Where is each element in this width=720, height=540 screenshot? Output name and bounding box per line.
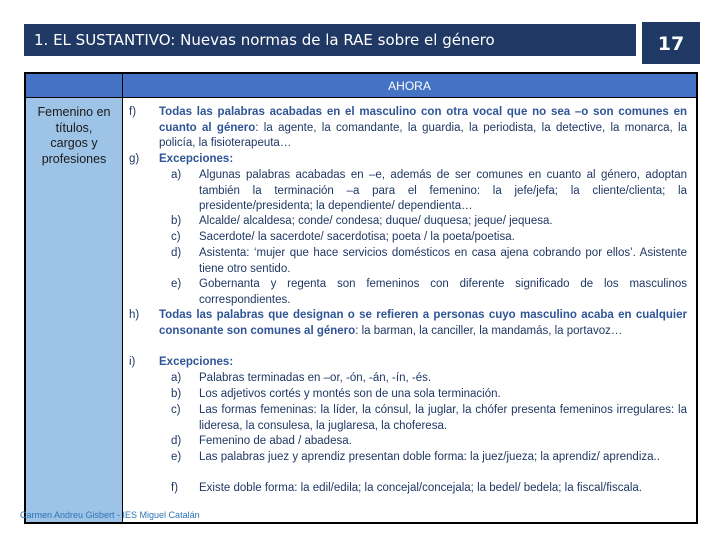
exceptions-heading: Excepciones: [159,153,234,165]
exceptions-heading: Excepciones: [159,356,234,368]
sub-label: a) [171,169,182,181]
exception-item [171,214,687,230]
sub-label: f) [171,482,179,494]
sub-label: c) [171,231,181,243]
rule-bold-text: Todas las palabras acabadas en el masculino con otra vocal que no sea –o son comunes en cuanto al género [159,106,687,134]
sub-label: c) [171,404,181,416]
sub-text: Gobernanta y regenta son femeninos con diferente significado de los masculinos correspondientes. [199,278,687,306]
left-label [26,98,122,167]
exception-item [171,168,687,215]
sub-text: Existe doble forma: la edil/edila; la concejal/concejala; la bedel/ bedela; la fiscal/fiscala. [199,482,643,494]
exception-item [171,434,687,450]
rule-item-f [129,105,687,152]
sub-text: Las palabras juez y aprendiz presentan doble forma: la juez/jueza; la aprendiz/ aprendiza.. [199,451,660,463]
right-column [123,98,696,522]
rule-item-i [129,355,687,371]
table-header-left [26,74,123,98]
sub-text: Asistenta: ‘mujer que hace servicios domésticos en casa ajena cobrando por ellos’. Asistente tiene otro sentido. [199,247,687,275]
content-table [24,72,698,524]
exception-item [171,277,687,308]
table-header-ahora: AHORA [123,74,696,98]
exception-item [171,387,687,403]
sub-text: Algunas palabras acabadas en –e, además de ser comunes en cuanto al género, adoptan también la terminación –a para el femenino: la jefe/jefa; la cliente/clienta; la presidente/presidenta; la dependiente/ dependienta… [199,169,687,213]
slide-number: 17 [642,22,700,64]
sub-text: Alcalde/ alcaldesa; conde/ condesa; duque/ duquesa; jeque/ jequesa. [199,215,553,227]
left-label-line: Femenino en [37,105,111,119]
sub-text: Sacerdote/ la sacerdote/ sacerdotisa; poeta / la poeta/poetisa. [199,231,515,243]
slide-title: 1. EL SUSTANTIVO: Nuevas normas de la RAE sobre el género [24,24,636,56]
sub-label: d) [171,247,182,259]
sub-label: b) [171,215,182,227]
exception-item [171,481,687,497]
sub-text: Palabras terminadas en –or, -ón, -án, -ín, -és. [199,372,432,384]
rule-item-h [129,308,687,339]
sub-text: Los adjetivos cortés y montés son de una sola terminación. [199,388,501,400]
exception-item [171,371,687,387]
sub-label: a) [171,372,182,384]
left-label-line: profesiones [41,151,107,166]
sub-label: e) [171,451,182,463]
sub-text: Femenino de abad / abadesa. [199,435,352,447]
sub-text: Las formas femeninas: la líder, la cónsul, la juglar, la chófer presenta femeninos irregulares: la lideresa, la consulesa, la juglaresa, la choferesa. [199,404,687,432]
sub-label: e) [171,278,182,290]
rule-rest-text: : la barman, la canciller, la mandamás, la portavoz… [355,324,623,337]
footer-author: Carmen Andreu Gisbert - IES Miguel Catalán [20,510,200,520]
rule-bold-text: Todas las palabras que designan o se refieren a personas cuyo masculino acaba en cualquier consonante son comunes al género [159,309,687,337]
sub-label: b) [171,388,182,400]
rule-rest-text: : la agente, la comandante, la guardia, la periodista, la detective, la monarca, la policía, la fisioterapeuta… [159,121,687,150]
item-label: g) [129,153,140,165]
left-label-line: títulos, [55,120,93,135]
exception-item [171,450,687,466]
exception-item [171,403,687,434]
left-column [26,98,123,522]
exception-item [171,246,687,277]
rule-item-g [129,152,687,168]
left-label-line: cargos y [50,136,98,150]
item-label: i) [129,356,136,368]
exception-item [171,230,687,246]
sub-label: d) [171,435,182,447]
item-label: f) [129,106,137,118]
item-label: h) [129,309,140,321]
